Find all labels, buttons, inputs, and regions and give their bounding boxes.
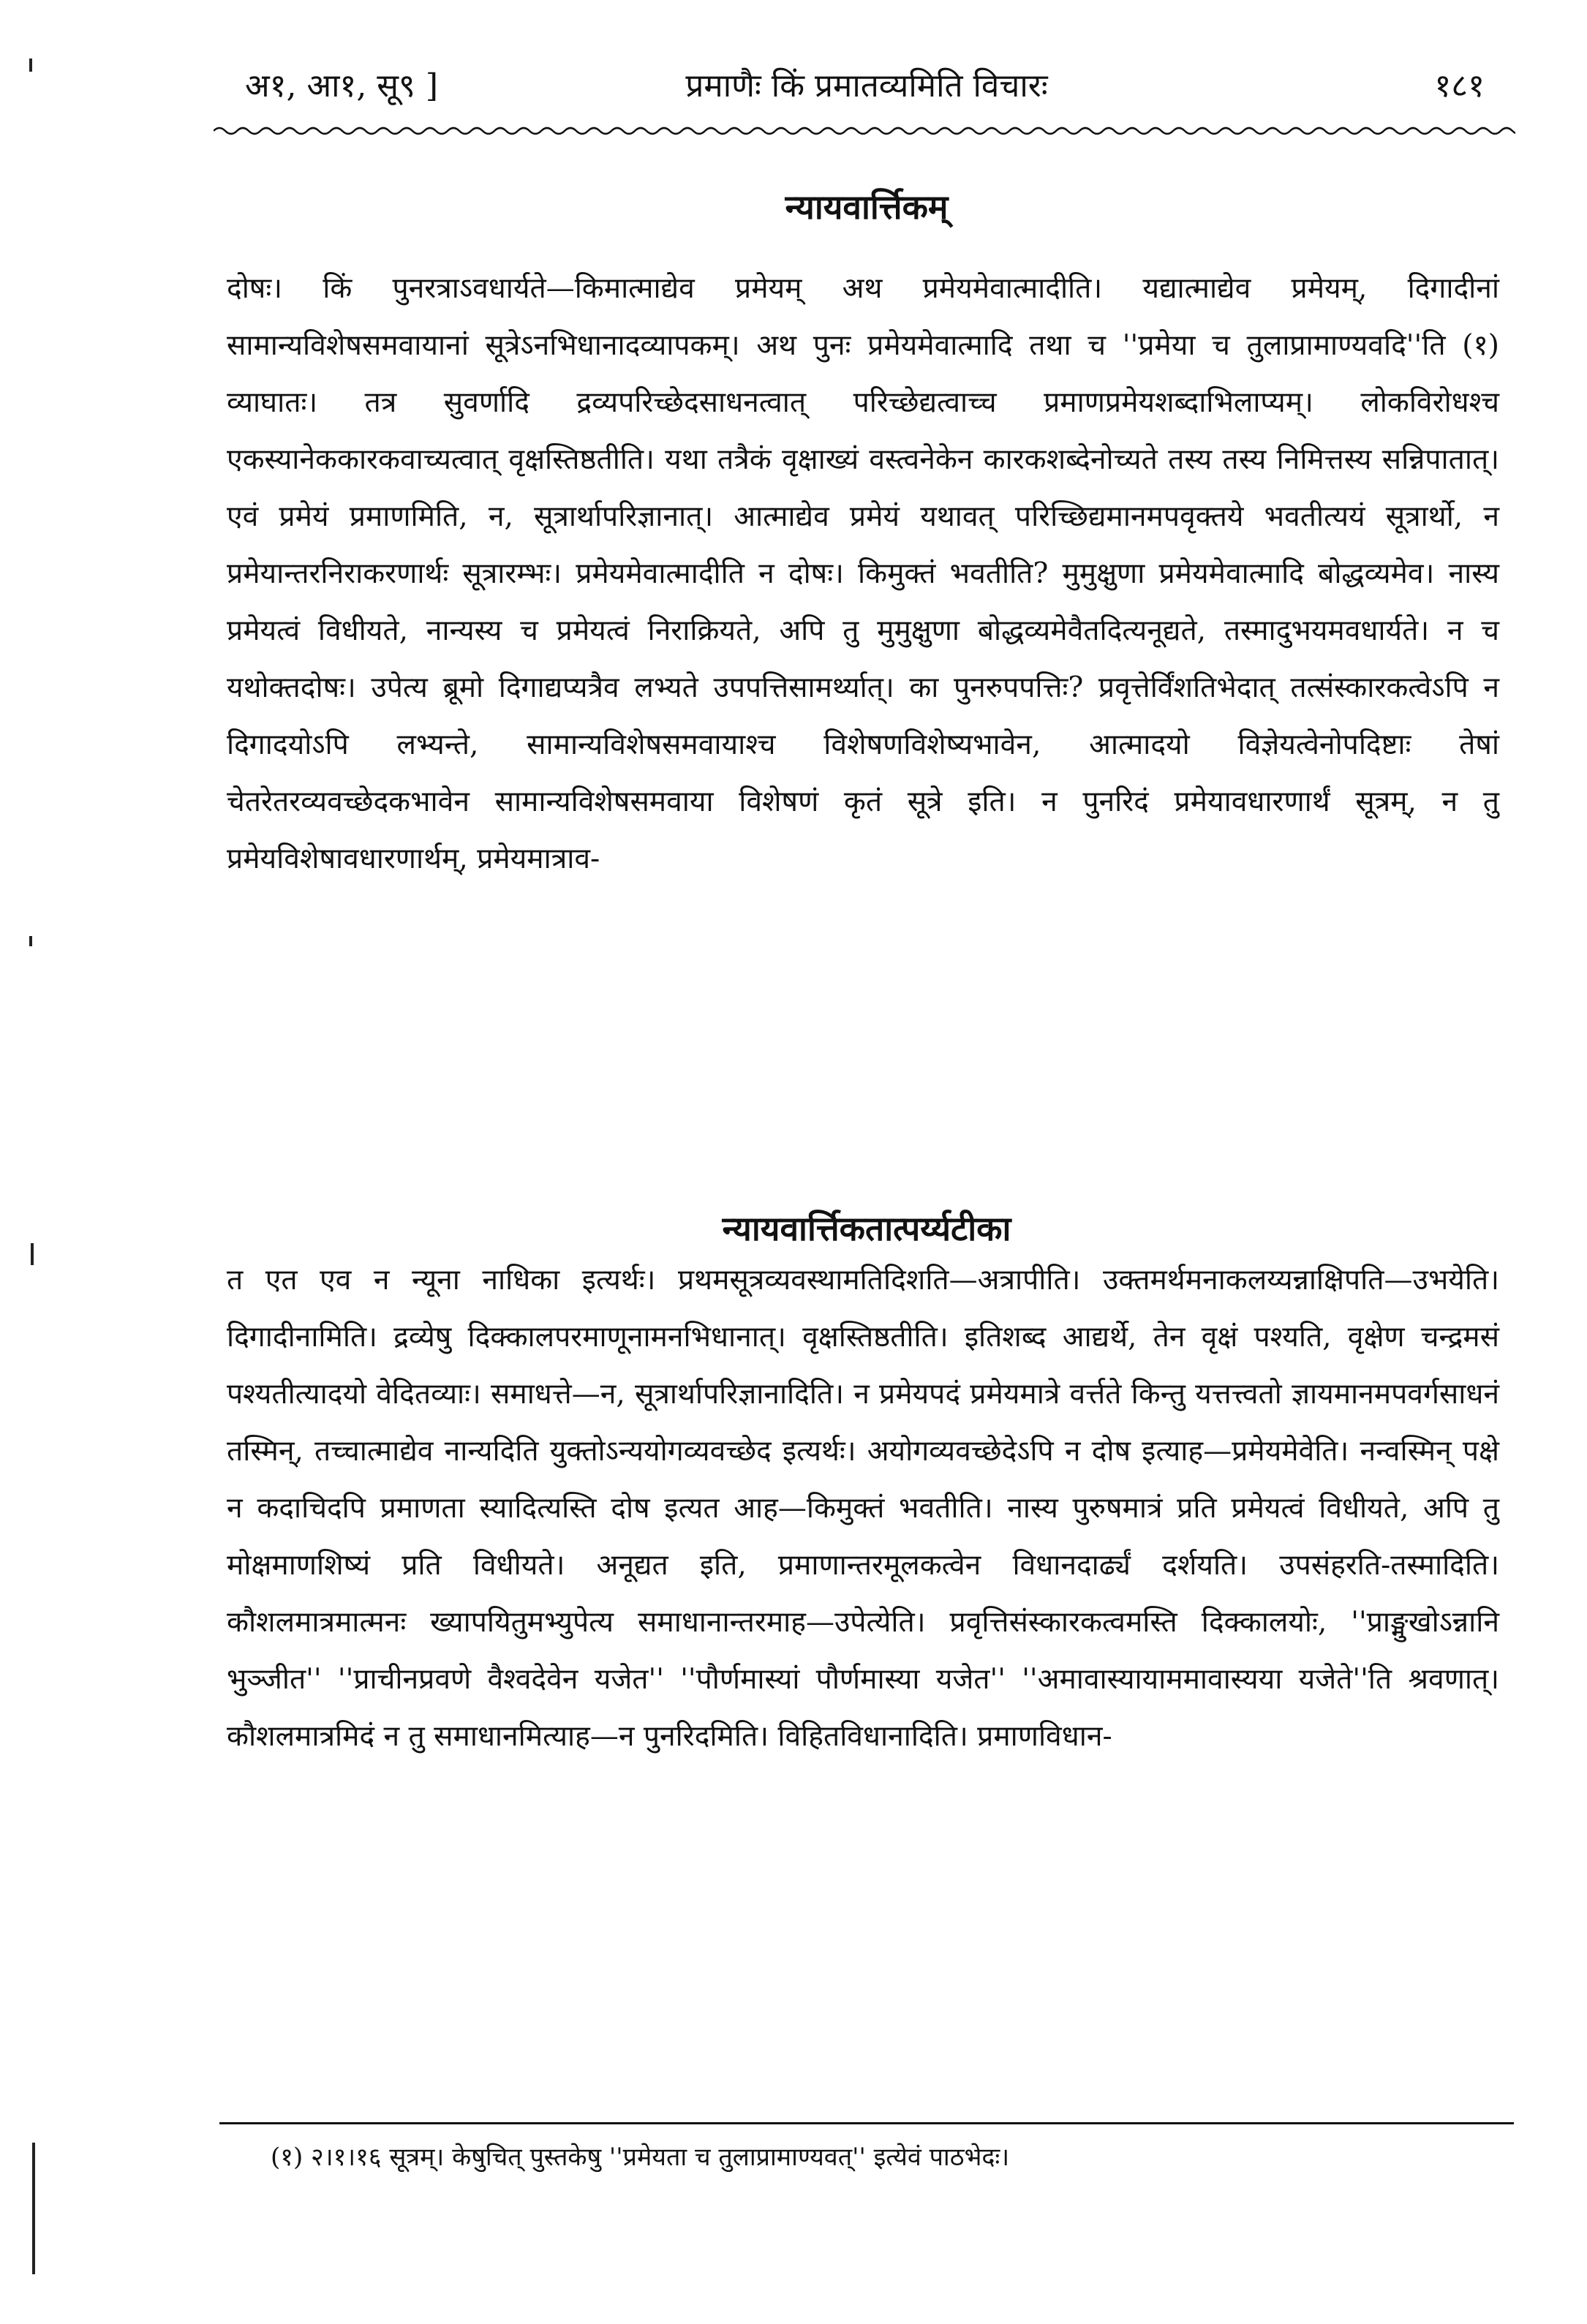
scan-margin-mark [29, 936, 32, 946]
section-text-tatparya-tika: त एत एव न न्यूना नाधिका इत्यर्थः। प्रथमसूत्रव्यवस्थामतिदिशति—अत्रापीति। उक्तमर्थमनाकलय्यन्नाक्षिपति—उभयेति। दिगादीनामिति। द्रव्येषु दिक्कालपरमाणूनामनभिधानात्। वृक्षस्तिष्ठतीति। इतिशब्द आद्यर्थे, तेन वृक्षं पश्यति, वृक्षेण चन्द्रमसं पश्यतीत्यादयो वेदितव्याः। समाधत्ते—न, सूत्रार्थापरिज्ञानादिति। न प्रमेयपदं प्रमेयमात्रे वर्त्तते किन्तु यत्तत्त्वतो ज्ञायमानमपवर्गसाधनं तस्मिन्, तच्चात्माद्येव नान्यदिति युक्तोऽन्ययोगव्यवच्छेद इत्यर्थः। अयोगव्यवच्छेदेऽपि न दोष इत्याह—प्रमेयमेवेति। नन्वस्मिन् पक्षे न कदाचिदपि प्रमाणता स्यादित्यस्ति दोष इत्यत आह—किमुक्तं भवतीति। नास्य पुरुषमात्रं प्रति प्रमेयत्वं विधीयते, अपि तु मोक्षमाणशिष्यं प्रति विधीयते। अनूद्यत इति, प्रमाणान्तरमूलकत्वेन विधानदार्ढ्यं दर्शयति। उपसंहरति-तस्मादिति। कौशलमात्रमात्मनः ख्यापयितुमभ्युपेत्य समाधानान्तरमाह—उपेत्येति। प्रवृत्तिसंस्कारकत्वमस्ति दिक्कालयोः, ''प्राङ्मुखोऽन्नानि भुञ्जीत'' ''प्राचीनप्रवणे वैश्वदेवेन यजेत'' ''पौर्णमास्यां पौर्णमास्या यजेत'' ''अमावास्यायाममावास्यया यजेते''ति श्रवणात्। कौशलमात्रमिदं न तु समाधानमित्याह—न पुनरिदमिति। विहितविधानादिति। प्रमाणविधान- [227, 1264, 1499, 1753]
footnote-rule [219, 2122, 1514, 2124]
header-wavy-rule [214, 123, 1515, 139]
header-reference: अ१, आ१, सू९ ] [245, 67, 439, 105]
scan-margin-edge [32, 2143, 35, 2274]
scan-margin-mark [31, 1243, 34, 1265]
section-title-tatparya-tika: न्यायवार्त्तिकतात्पर्य्यटीका [722, 1209, 1011, 1248]
scan-margin-mark [29, 59, 32, 72]
header-running-title: प्रमाणैः किं प्रमातव्यमिति विचारः [685, 67, 1048, 105]
footnote: (१) २।१।१६ सूत्रम्। केषुचित् पुस्तकेषु ''प्रमेयता च तुलाप्रामाण्यवत्'' इत्येवं पाठभेदः। [271, 2143, 1010, 2172]
section-title-nyayavarttikam: न्यायवार्त्तिकम् [785, 187, 949, 227]
section-text-nyayavarttikam: दोषः। किं पुनरत्राऽवधार्यते—किमात्माद्येव प्रमेयम् अथ प्रमेयमेवात्मादीति। यद्यात्माद्येव प्रमेयम्, दिगादीनां सामान्यविशेषसमवायानां सूत्रेऽनभिधानादव्यापकम्। अथ पुनः प्रमेयमेवात्मादि तथा च ''प्रमेया च तुलाप्रामाण्यवदि''ति (१) व्याघातः। तत्र सुवर्णादि द्रव्यपरिच्छेदसाधनत्वात् परिच्छेद्यत्वाच्च प्रमाणप्रमेयशब्दाभिलाप्यम्। लोकविरोधश्च एकस्यानेककारकवाच्यत्वात् वृक्षस्तिष्ठतीति। यथा तत्रैकं वृक्षाख्यं वस्त्वनेकेन कारकशब्देनोच्यते तस्य तस्य निमित्तस्य सन्निपातात्। एवं प्रमेयं प्रमाणमिति, न, सूत्रार्थापरिज्ञानात्। आत्माद्येव प्रमेयं यथावत् परिच्छिद्यमानमपवृक्तये भवतीत्ययं सूत्रार्थो, न प्रमेयान्तरनिराकरणार्थः सूत्रारम्भः। प्रमेयमेवात्मादीति न दोषः। किमुक्तं भवतीति? मुमुक्षुणा प्रमेयमेवात्मादि बोद्धव्यमेव। नास्य प्रमेयत्वं विधीयते, नान्यस्य च प्रमेयत्वं निराक्रियते, अपि तु मुमुक्षुणा बोद्धव्यमेवैतदित्यनूद्यते, तस्मादुभयमवधार्यते। न च यथोक्तदोषः। उपेत्य ब्रूमो दिगाद्यप्यत्रैव लभ्यते उपपत्तिसामर्थ्यात्। का पुनरुपपत्तिः? प्रवृत्तेर्विंशतिभेदात् तत्संस्कारकत्वेऽपि न दिगादयोऽपि लभ्यन्ते, सामान्यविशेषसमवायाश्च विशेषणविशेष्यभावेन, आत्मादयो विज्ञेयत्वेनोपदिष्टाः तेषां चेतरेतरव्यवच्छेदकभावेन सामान्यविशेषसमवाया विशेषणं कृतं सूत्रे इति। न पुनरिदं प्रमेयावधारणार्थं सूत्रम्, न तु प्रमेयविशेषावधारणार्थम्, प्रमेयमात्राव- [227, 272, 1499, 875]
page-number: १८१ [1434, 67, 1485, 105]
page-header [219, 57, 1514, 116]
